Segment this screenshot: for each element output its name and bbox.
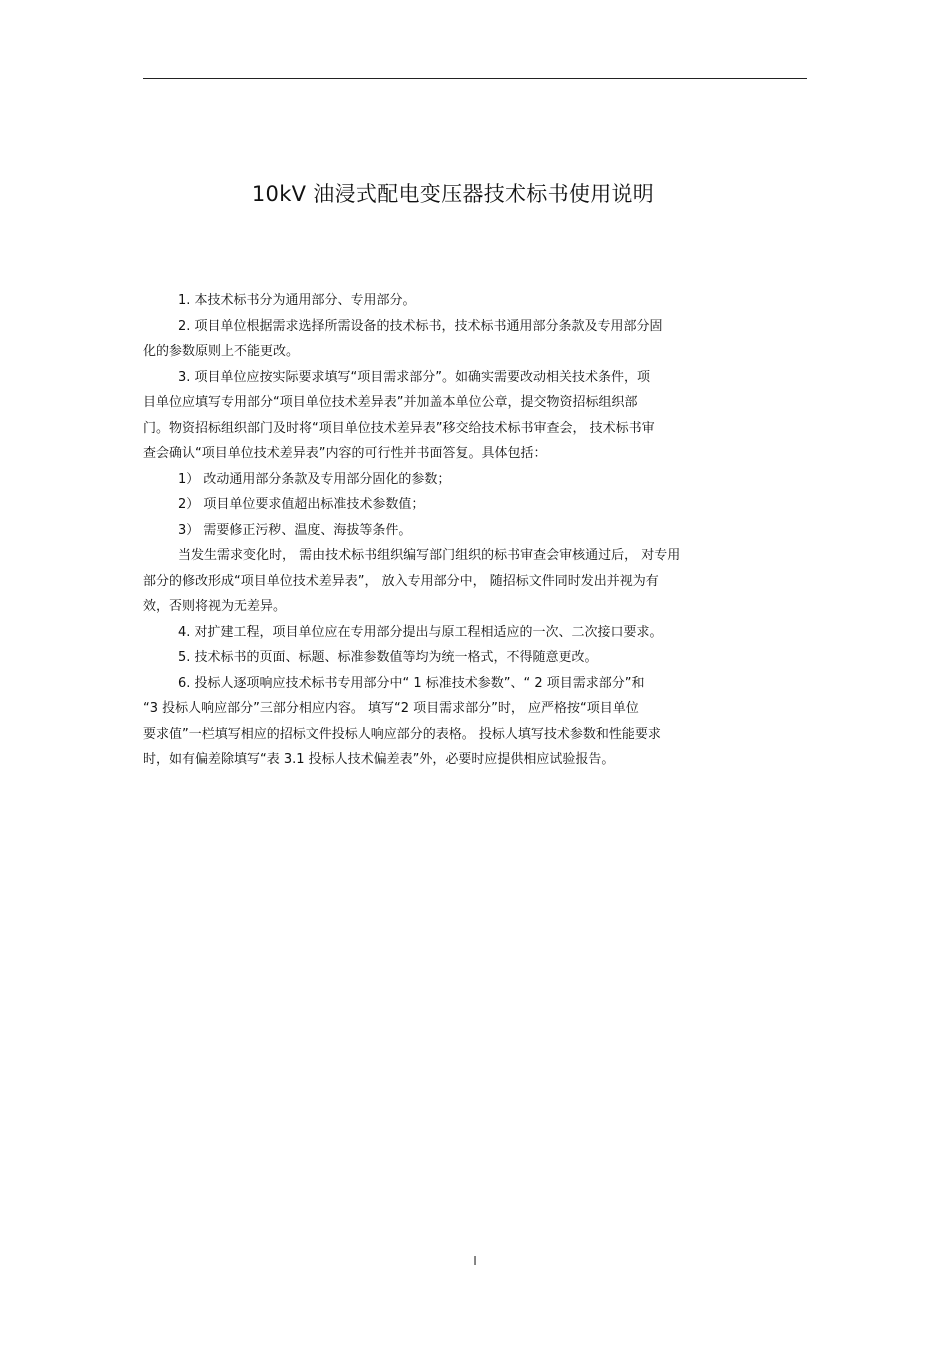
paragraph-3-line-1: 3. 项目单位应按实际要求填写“项目需求部分”。如确实需要改动相关技术条件，项 (178, 369, 651, 385)
paragraph-4: 4. 对扩建工程，项目单位应在专用部分提出与原工程相适应的一次、二次接口要求。 (178, 624, 663, 640)
document-body (143, 288, 807, 773)
paragraph-6-line-1: 6. 投标人逐项响应技术标书专用部分中“ 1 标准技术参数”、“ 2 项目需求部分”和 (178, 675, 645, 691)
header-rule (143, 78, 807, 79)
paragraph-change-line-2: 部分的修改形成“项目单位技术差异表”， 放入专用部分中， 随招标文件同时发出并视为有 (143, 573, 659, 589)
document-title: 10kV 油浸式配电变压器技术标书使用说明 (251, 182, 655, 206)
paragraph-1: 1. 本技术标书分为通用部分、专用部分。 (178, 293, 416, 308)
paragraph-6-line-2: “3 投标人响应部分”三部分相应内容。 填写“2 项目需求部分”时， 应严格按“项目单位 (143, 701, 639, 716)
paragraph-3-line-3: 门。物资招标组织部门及时将“项目单位技术差异表”移交给技术标书审查会， 技术标书审 (143, 420, 655, 436)
list-item-3: 3） 需要修正污秽、温度、海拔等条件。 (178, 522, 412, 538)
list-item-2: 2） 项目单位要求值超出标准技术参数值； (178, 497, 425, 512)
list-item-1: 1） 改动通用部分条款及专用部分固化的参数； (178, 471, 451, 487)
paragraph-3-line-2: 目单位应填写专用部分“项目单位技术差异表”并加盖本单位公章，提交物资招标组织部 (143, 395, 638, 410)
paragraph-2-line-1: 2. 项目单位根据需求选择所需设备的技术标书，技术标书通用部分条款及专用部分固 (178, 318, 663, 334)
paragraph-change-line-3: 效，否则将视为无差异。 (143, 599, 287, 614)
page-number: I (473, 1254, 477, 1268)
paragraph-6-line-3: 要求值”一栏填写相应的招标文件投标人响应部分的表格。 投标人填写技术参数和性能要求 (143, 726, 661, 742)
paragraph-6-line-4: 时，如有偏差除填写“表 3.1 投标人技术偏差表”外，必要时应提供相应试验报告。 (143, 752, 615, 767)
paragraph-change-line-1: 当发生需求变化时， 需由技术标书组织编写部门组织的标书审查会审核通过后， 对专用 (178, 548, 681, 563)
paragraph-3-line-4: 查会确认“项目单位技术差异表”内容的可行性并书面答复。具体包括： (143, 446, 547, 461)
paragraph-2-line-2: 化的参数原则上不能更改。 (143, 344, 300, 359)
paragraph-5: 5. 技术标书的页面、标题、标准参数值等均为统一格式，不得随意更改。 (178, 650, 598, 665)
